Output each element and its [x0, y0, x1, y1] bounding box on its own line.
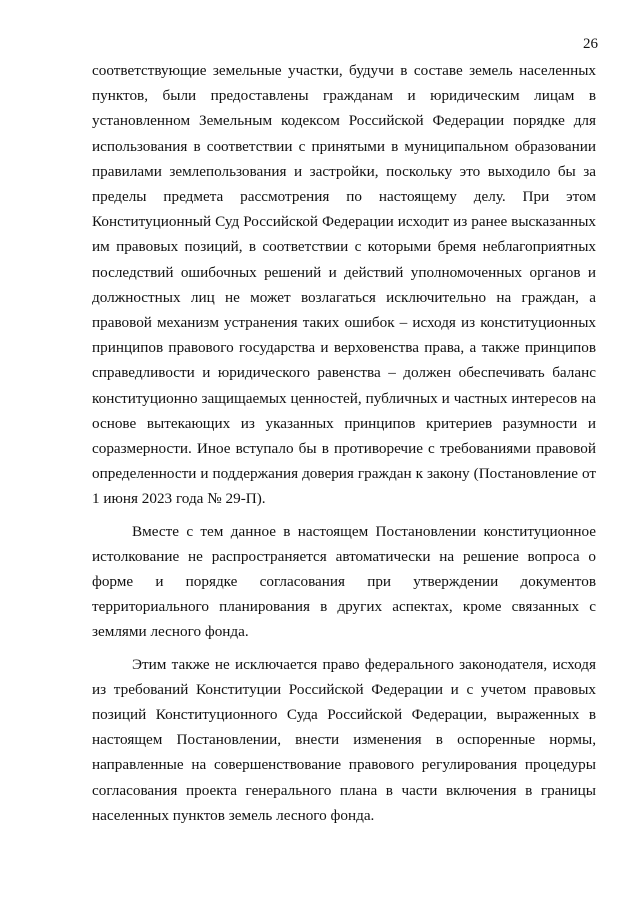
paragraph-continuation: соответствующие земельные участки, будучи в составе земель населенных пунктов, были предоставлены гражданам и юридическим лицам в установленном Земельным кодексом Российской Федерации порядке для использования в соответствии с принятыми в муниципальном образовании правилами землепользования и застройки, поскольку это выходило бы за пределы предмета рассмотрения по настоящему делу. При этом Конституционный Суд Российской Федерации исходит из ранее высказанных им правовых позиций, в соответствии с которыми бремя неблагоприятных последствий ошибочных решений и действий уполномоченных органов и должностных лиц не может возлагаться исключительно на граждан, а правовой механизм устранения таких ошибок – исходя из конституционных принципов правового государства и верховенства права, а также принципов справедливости и юридического равенства – должен обеспечивать баланс конституционно защищаемых ценностей, публичных и частных интересов на основе вытекающих из указанных принципов критериев разумности и соразмерности. Иное вступало бы в противоречие с требованиями правовой определенности и поддержания доверия граждан к закону (Постановление от 1 июня 2023 года № 29-П).: [92, 62, 596, 508]
document-body: [92, 58, 596, 835]
paragraph-legislator-right: Этим также не исключается право федерального законодателя, исходя из требований Конституции Российской Федерации и с учетом правовых позиций Конституционного Суда Российской Федерации, выраженных в настоящем Постановлении, внести изменения в оспоренные нормы, направленные на совершенствование правового регулирования процедуры согласования проекта генерального плана в части включения в границы населенных пунктов земель лесного фонда.: [92, 655, 596, 824]
paragraph-interpretation-scope: Вместе с тем данное в настоящем Постановлении конституционное истолкование не распространяется автоматически на решение вопроса о форме и порядке согласования при утверждении документов территориального планирования в других аспектах, кроме связанных с землями лесного фонда.: [92, 522, 596, 641]
page-number: 26: [583, 36, 598, 52]
